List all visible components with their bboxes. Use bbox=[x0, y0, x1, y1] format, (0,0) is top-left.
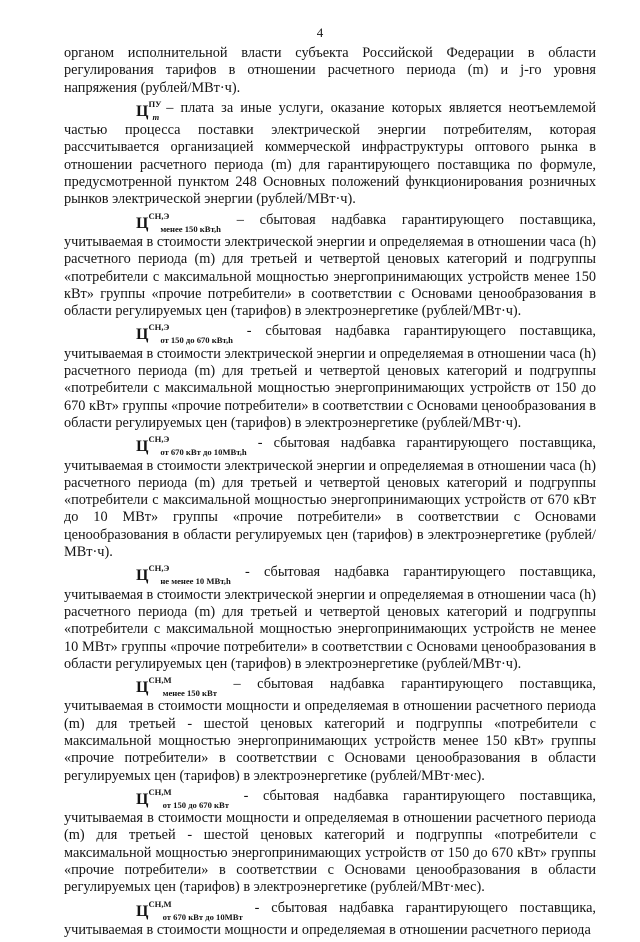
page-body bbox=[64, 45, 596, 942]
definition-paragraph bbox=[64, 900, 596, 940]
continuation-paragraph: органом исполнительной власти субъекта Российской Федерации в области регулирования тарифов в отношении расчетного периода (m) и j-го уровня напряжения (рублей/МВт·ч). bbox=[64, 45, 596, 96]
formula-symbol: $Ц^{СН,М}_{от 670 кВт до 10МВт}$ bbox=[136, 898, 243, 922]
definition-text: - сбытовая надбавка гарантирующего поставщика, учитываемая в стоимости мощности и определяемая в отношении расчетного периода (m) для третьей - шестой ценовых категорий и подгруппы «потребители с максимальной мощностью энергопринимающих устройств от 150 до 670 кВт» группы «прочие потребители» в соответствии с Основами ценообразования в области регулируемых цен (тарифов) в электроэнергетике (рублей/МВт·мес). bbox=[64, 787, 596, 896]
definition-paragraph bbox=[64, 564, 596, 673]
page-number: 4 bbox=[316, 25, 324, 40]
definition-text: - сбытовая надбавка гарантирующего поставщика, учитываемая в стоимости электрической энергии и определяемая в отношении часа (h) расчетного периода (m) для третьей и четвертой ценовых категорий и подгруппы «потребители с максимальной мощностью энергопринимающих устройств не менее 10 МВт» группы «прочие потребители» в соответствии с Основами ценообразования в области регулируемых цен (тарифов) в электроэнергетике (рублей/МВт·ч). bbox=[64, 564, 596, 672]
definition-paragraph bbox=[64, 435, 596, 561]
definition-paragraph bbox=[64, 676, 596, 785]
definition-paragraph bbox=[64, 100, 596, 209]
definition-text: - сбытовая надбавка гарантирующего поставщика, учитываемая в стоимости электрической энергии и определяемая в отношении часа (h) расчетного периода (m) для третьей и четвертой ценовых категорий и подгруппы «потребители с максимальной мощностью энергопринимающих устройств от 670 кВт до 10 МВт» группы «прочие потребители» в соответствии с Основами ценообразования в области регулируемых цен (тарифов) в электроэнергетике (рублей/МВт·ч). bbox=[64, 435, 596, 561]
definition-paragraph bbox=[64, 788, 596, 897]
formula-symbol: $Ц^{СН,Э}_{менее 150 кВт,h}$ bbox=[136, 210, 221, 234]
definition-text: - сбытовая надбавка гарантирующего поставщика, учитываемая в стоимости мощности и определяемая в отношении расчетного периода bbox=[64, 899, 596, 938]
definition-text: – плата за иные услуги, оказание которых является неотъемлемой частью процесса поставки электрической энергии потребителям, которая рассчитывается организацией коммерческой инфраструктуры оптового рынка в отношении расчетного периода (m) для гарантирующего поставщика по формуле, предусмотренной пунктом 248 Основных положений функционирования розничных рынков электрической энергии (рублей/МВт·ч). bbox=[64, 99, 596, 208]
definition-text: – сбытовая надбавка гарантирующего поставщика, учитываемая в стоимости электрической энергии и определяемая в отношении часа (h) расчетного периода (m) для третьей и четвертой ценовых категорий и подгруппы «потребители с максимальной мощностью энергопринимающих устройств менее 150 кВт» группы «прочие потребители» в соответствии с Основами ценообразования в области регулируемых цен (тарифов) в электроэнергетике (рублей/МВт·ч). bbox=[64, 211, 596, 320]
formula-symbol: $Ц^{СН,Э}_{от 150 до 670 кВт,h}$ bbox=[136, 322, 233, 346]
formula-symbol: $Ц^{СН,М}_{менее 150 кВт}$ bbox=[136, 675, 217, 699]
formula-symbol: $Ц^{ПУ}_m$ bbox=[136, 98, 162, 122]
definition-paragraph bbox=[64, 212, 596, 321]
definition-paragraph bbox=[64, 323, 596, 432]
formula-symbol: $Ц^{СН,Э}_{от 670 кВт до 10МВт,h}$ bbox=[136, 434, 247, 458]
definition-text: – сбытовая надбавка гарантирующего поставщика, учитываемая в стоимости мощности и определяемая в отношении расчетного периода (m) для третьей - шестой ценовых категорий и подгруппы «потребители с максимальной мощностью энергопринимающих устройств менее 150 кВт» группы «прочие потребители» в соответствии с Основами ценообразования в области регулируемых цен (тарифов) в электроэнергетике (рублей/МВт·мес). bbox=[64, 676, 596, 784]
formula-symbol: $Ц^{СН,Э}_{не менее 10 МВт,h}$ bbox=[136, 563, 231, 587]
definition-text: - сбытовая надбавка гарантирующего поставщика, учитываемая в стоимости электрической энергии и определяемая в отношении часа (h) расчетного периода (m) для третьей и четвертой ценовых категорий и подгруппы «потребители с максимальной мощностью энергопринимающих устройств от 150 до 670 кВт» группы «прочие потребители» в соответствии с Основами ценообразования в области регулируемых цен (тарифов) в электроэнергетике (рублей/МВт·ч). bbox=[64, 323, 596, 431]
formula-symbol: $Ц^{СН,М}_{от 150 до 670 кВт}$ bbox=[136, 786, 229, 810]
